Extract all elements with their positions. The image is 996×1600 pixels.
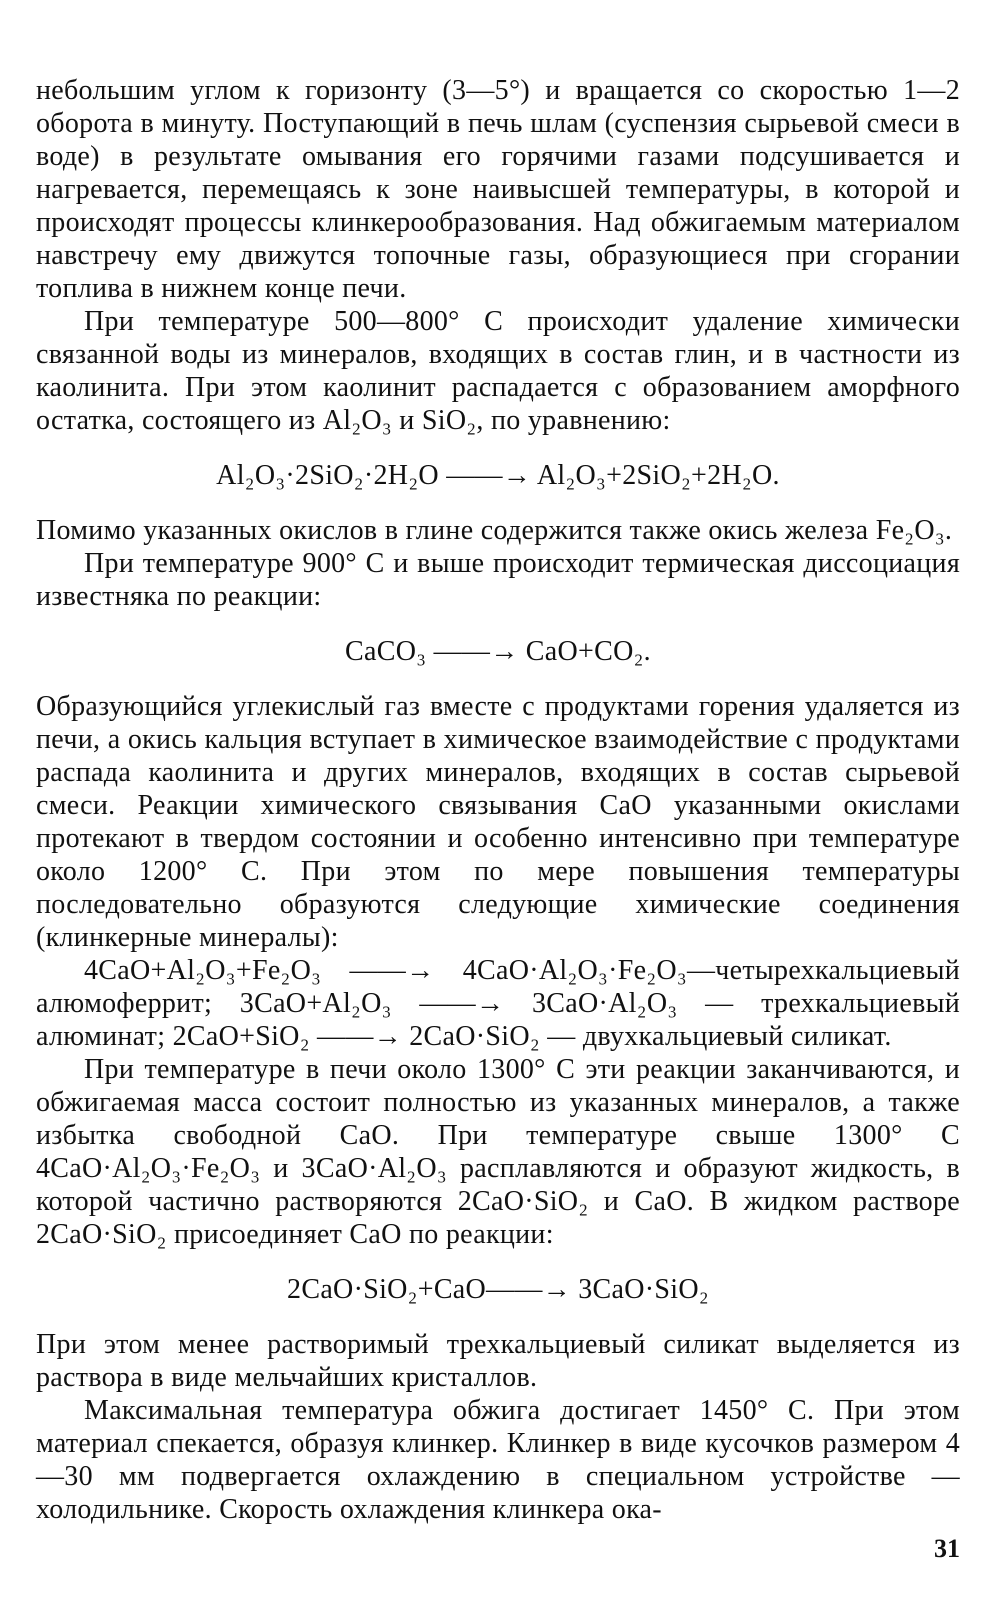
paragraph-chemical-binding: Образующийся углекислый газ вместе с продуктами горения удаляется из печи, а окись кальция вступает в химическое взаимодействие с продуктами распада каолинита и других минералов, входящих в состав сырьевой смеси. Реакции химического связывания CaO указанными окислами протекают в твердом состоянии и особенно интенсивно при температуре около 1200° С. При этом по мере повышения температуры последовательно образуются следующие химические соединения (клинкерные минералы): [36,691,960,953]
paragraph-iron-oxide: Помимо указанных окислов в глине содержится также окись железа Fe₂O₃. [36,515,953,546]
paragraph-crystallization: При этом менее растворимый трехкальциевый силикат выделяется из раствора в виде мельчайших кристаллов. [36,1329,960,1393]
formula-limestone: CaCO₃ ——→ CaO+CO₂. [345,636,651,667]
paragraph-dehydration: При температуре 500—800° С происходит удаление химически связанной воды из минералов, входящих в состав глин, и в частности из каолинита. При этом каолинит распадается с образованием аморфного остатка, состоящего из Al₂O₃ и SiO₂, по уравнению: [36,306,960,436]
page-number: 31 [934,1534,960,1563]
paragraph-clinker-minerals: 4CaO+Al₂O₃+Fe₂O₃ ——→ 4CaO·Al₂O₃·Fe₂O₃—четырехкальциевый алюмоферрит; 3CaO+Al₂O₃ ——→ 3CaO·Al₂O₃ — трехкальциевый алюминат; 2CaO+SiO₂ ——→ 2CaO·SiO₂ — двухкальциевый силикат. [36,955,960,1052]
formula-kaolinite: Al₂O₃·2SiO₂·2H₂O ——→ Al₂O₃+2SiO₂+2H₂O. [216,460,780,491]
paragraph-dissociation: При температуре 900° С и выше происходит термическая диссоциация известняка по реакции: [36,548,960,612]
formula-tricalcium-silicate: 2CaO·SiO₂+CaO——→ 3CaO·SiO₂ [287,1274,709,1305]
paragraph-melting: При температуре в печи около 1300° С эти реакции заканчиваются, и обжигаемая масса состоит полностью из указанных минералов, а также избытка свободной CaO. При температуре свыше 1300° С 4CaO·Al₂O₃·Fe₂O₃ и 3CaO·Al₂O₃ расплавляются и образуют жидкость, в которой частично растворяются 2CaO·SiO₂ и CaO. В жидком растворе 2CaO·SiO₂ присоединяет CaO по реакции: [36,1054,960,1250]
document-page [36,74,960,1574]
paragraph-kiln-rotation: небольшим углом к горизонту (3—5°) и вращается со скоростью 1—2 оборота в минуту. Поступающий в печь шлам (суспензия сырьевой смеси в воде) в результате омывания его горячими газами подсушивается и нагревается, перемещаясь к зоне наивысшей температуры, в которой и происходят процессы клинкерообразования. Над обжигаемым материалом навстречу ему движутся топочные газы, образующиеся при сгорании топлива в нижнем конце печи. [36,75,960,304]
paragraph-max-temperature: Максимальная температура обжига достигает 1450° С. При этом материал спекается, образуя клинкер. Клинкер в виде кусочков размером 4—30 мм подвергается охлаждению в специальном устройстве — холодильнике. Скорость охлаждения клинкера ока- [36,1395,960,1525]
